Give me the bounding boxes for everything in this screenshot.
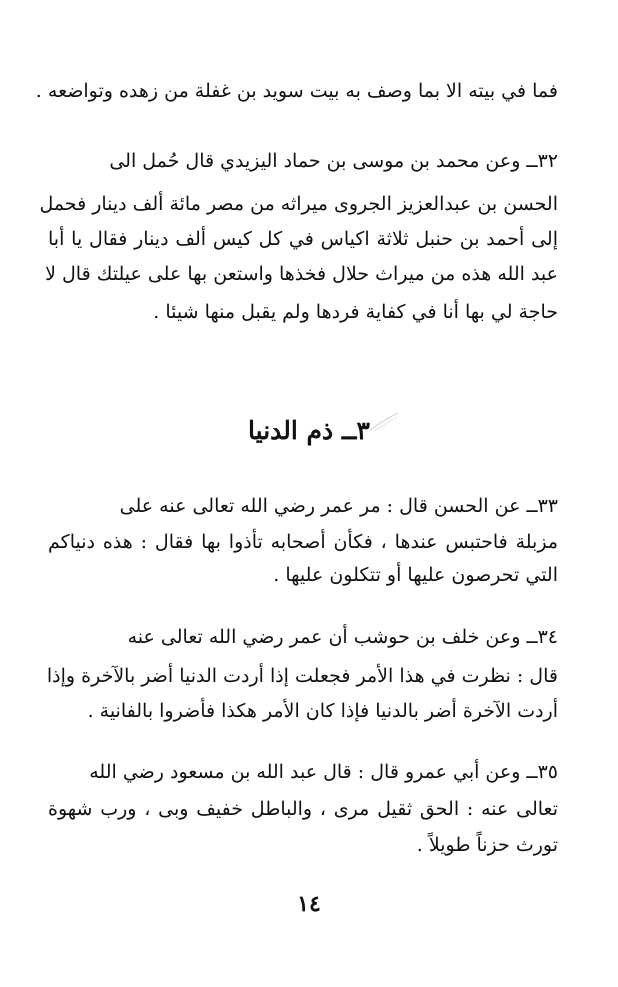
- paragraph-34-line: قال : نظرت في هذا الأمر فجعلت إذا أردت الدنيا أضر بالآخرة وإذا: [46, 665, 558, 687]
- paragraph-32-line: إلى أحمد بن حنبل ثلاثة اكياس في كل كيس ألف دينار فقال يا أبا: [48, 228, 558, 250]
- section-heading: ٣ــ ذم الدنيا: [248, 416, 370, 445]
- paragraph-35-line: تعالى عنه : الحق ثقيل مرى ، والباطل خفيف وبى ، ورب شهوة: [48, 798, 558, 820]
- page-number: ١٤: [297, 891, 321, 917]
- paragraph-35-line: تورث حزناً طويلاً .: [416, 834, 558, 856]
- paragraph-34-line: أردت الآخرة أضر بالدنيا فإذا كان الأمر هكذا فأضروا بالفانية .: [87, 700, 558, 722]
- paragraph-32-line: حاجة لي بها أنا في كفاية فردها ولم يقبل منها شيئا .: [153, 301, 558, 323]
- text-line: فما في بيته الا بما وصف به بيت سويد بن غفلة من زهده وتواضعه .: [35, 80, 558, 102]
- paragraph-32-line: عبد الله هذه من ميراث حلال فخذها واستعن بها على عيلتك قال لا: [45, 263, 558, 285]
- paragraph-33-line: مزبلة فاحتبس عندها ، فكأن أصحابه تأذوا بها فقال : هذه دنياكم: [48, 531, 558, 553]
- paragraph-32-line: الحسن بن عبدالعزيز الجروى ميراثه من مصر مائة ألف دينار فحمل: [39, 193, 558, 215]
- paragraph-33-line: التي تحرصون عليها أو تتكلون عليها .: [273, 564, 558, 586]
- paragraph-35-line: ٣٥ــ وعن أبي عمرو قال : قال عبد الله بن مسعود رضي الله: [89, 761, 558, 783]
- paragraph-32-line: ٣٢ــ وعن محمد بن موسى بن حماد اليزيدي قال حُمل الى: [109, 150, 558, 172]
- paragraph-34-line: ٣٤ــ وعن خلف بن حوشب أن عمر رضي الله تعالى عنه: [127, 626, 558, 648]
- paragraph-33-line: ٣٣ــ عن الحسن قال : مر عمر رضي الله تعالى عنه على: [119, 495, 558, 517]
